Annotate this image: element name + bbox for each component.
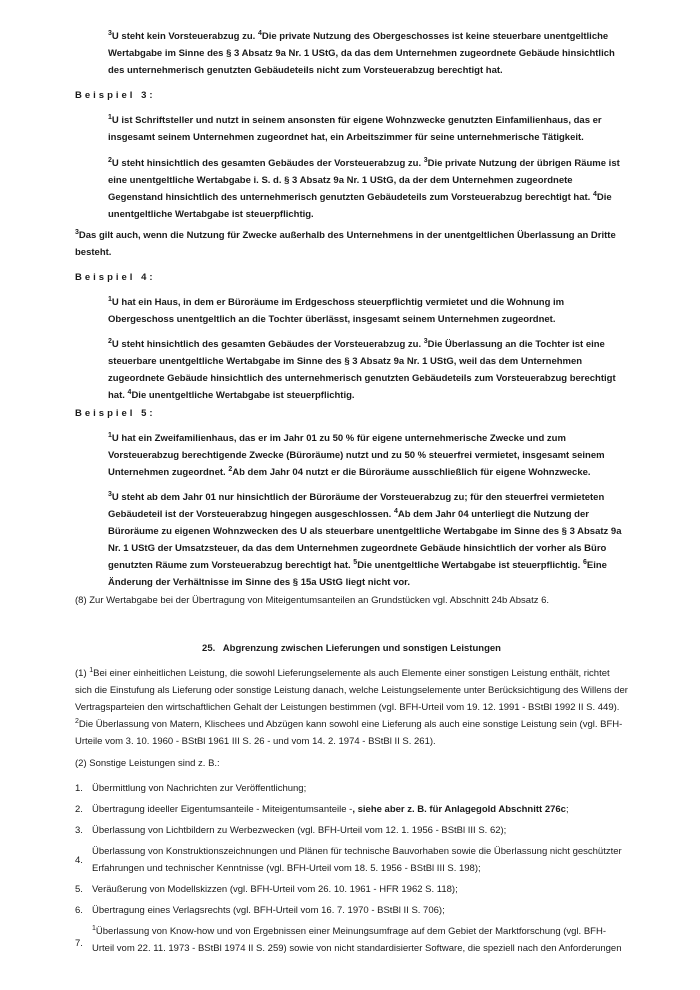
paragraph-1: (1) $^1$Bei einer einheitlichen Leistung, die sowohl Lieferungselemente als auch Elemente einer sonstigen Leistung enthält, richtet sich die Einstufung als Lieferung oder sonstige Leistung danach, welche Leistungselemente unter Berücksichtigung des Willens der Vertragsparteien den wirtschaftlichen Gehalt der Leistungen bestimmen (vgl. BFH-Urteil vom 19. 12. 1991 - BStBl 1992 II S. 449). $^2$Die Überlassung von Matern, Klischees und Abzügen kann sowohl eine Lieferung als auch eine sonstige Leistung sein (vgl. BFH-Urteile vom 3. 10. 1960 - BStBl 1961 III S. 26 - und vom 14. 2. 1974 - BStBl II S. 261). (75, 667, 628, 747)
example-3-paragraph-1: $^1$U ist Schriftsteller und nutzt in seinem ansonsten für eigene Wohnzwecke genutzten Einfamilienhaus, das er insgesamt seinem Unternehmen zugeordnet hat, ein Arbeitszimmer für seine unternehmerische Tätigkeit. (108, 114, 602, 143)
paragraph-example2-end: $^3$U steht kein Vorsteuerabzug zu. $^4$Die private Nutzung des Obergeschosses ist keine steuerbare unentgeltliche Wertabgabe im Sinne des § 3 Absatz 9a Nr. 1 UStG, da das dem Unternehmen zugeordnete Gebäude hinsichtlich des unternehmerisch genutzten Gebäudeteils nicht zum Vorsteuerabzug berechtigt hat. (108, 30, 615, 76)
example-5-paragraph-1: $^1$U hat ein Zweifamilienhaus, das er im Jahr 01 zu 50 % für eigene unternehmerische Zwecke und zum Vorsteuerabzug berechtigende Zwecke (Büroräume) nutzt und zu 50 % steuerfrei vermietet, insgesamt seinem Unternehmen zugeordnet. $^2$Ab dem Jahr 04 nutzt er die Büroräume ausschließlich für eigene Wohnzwecke. (108, 432, 605, 478)
paragraph-third-party-use: $^3$Das gilt auch, wenn die Nutzung für Zwecke außerhalb des Unternehmens in der unentgeltlichen Überlassung an Dritte besteht. (75, 229, 616, 258)
example-4-heading: Beispiel 4: (75, 272, 156, 283)
example-4-paragraph-1: $^1$U hat ein Haus, in dem er Büroräume im Erdgeschoss steuerpflichtig vermietet und die Wohnung im Obergeschoss unentgeltlich an die Tochter überlässt, insgesamt seinem Unternehmen zugeordnet. (108, 296, 565, 325)
paragraph-8: (8) Zur Wertabgabe bei der Übertragung von Miteigentumsanteilen an Grundstücken vgl. Abschnitt 24b Absatz 6. (75, 595, 550, 606)
example-3-paragraph-2: $^2$U steht hinsichtlich des gesamten Gebäudes der Vorsteuerabzug zu. $^3$Die private Nutzung der übrigen Räume ist eine unentgeltliche Wertabgabe i. S. d. § 3 Absatz 9a Nr. 1 UStG, da der dem Unternehmen zugeordnete Gegenstand hinsichtlich des unternehmerisch genutzten Gebäudeteils zum Vorsteuerabzug berechtigt hat. $^4$Die unentgeltliche Wertabgabe ist steuerpflichtig. (108, 157, 620, 220)
section-title: 25. Abgrenzung zwischen Lieferungen und sonstigen Leistungen (202, 643, 501, 654)
example-4-paragraph-2: $^2$U steht hinsichtlich des gesamten Gebäudes der Vorsteuerabzug zu. $^3$Die Überlassung an die Tochter ist eine steuerbare unentgeltliche Wertabgabe im Sinne des § 3 Absatz 9a Nr. 1 UStG, weil das dem Unternehmen zugeordnete Gebäude hinsichtlich des unternehmerisch genutzten Gebäudeteils zum Vorsteuerabzug berechtigt hat. $^4$Die unentgeltliche Wertabgabe ist steuerpflichtig. (108, 338, 616, 401)
example-5-paragraph-2: $^3$U steht ab dem Jahr 01 nur hinsichtlich der Büroräume der Vorsteuerabzug zu; für den steuerfrei vermieteten Gebäudeteil ist der Vorsteuerabzug hingegen ausgeschlossen. $^4$Ab dem Jahr 04 unterliegt die Nutzung der Büroräume zu eigenen Wohnzwecken des U als steuerbare unentgeltliche Wertabgabe im Sinne des § 3 Absatz 9a Nr. 1 UStG der Umsatzsteuer, da das dem Unternehmen zugeordnete Gebäude hinsichtlich der vorher als Büro genutzten Räume zum Vorsteuerabzug berechtigt hat. $^5$Die unentgeltliche Wertabgabe ist steuerpflichtig. $^6$Eine Änderung der Verhältnisse im Sinne des § 15a UStG liegt nicht vor. (108, 491, 622, 588)
paragraph-2: (2) Sonstige Leistungen sind z. B.: (75, 758, 220, 769)
example-3-heading: Beispiel 3: (75, 90, 156, 101)
document-page: $^3$U steht kein Vorsteuerabzug zu. $^4$Die private Nutzung des Obergeschosses ist keine steuerbare unentgeltliche Wertabgabe im Sinne des § 3 Absatz 9a Nr. 1 UStG, da das dem Unternehmen zugeordnete Gebäude hinsichtlich des unternehmerisch genutzten Gebäudeteils nicht zum Vorsteuerabzug berechtigt hat. Beispiel 3: $^1$U ist Schriftsteller und nutzt in seinem ansonsten für eigene Wohnzwecke genutzten Einfamilienhaus, das er insgesamt seinem Unternehmen zugeordnet hat, ein Arbeitszimmer für seine unternehmerische Tätigkeit. $^2$U steht hinsichtlich des gesamten Gebäudes der Vorsteuerabzug zu. $^3$Die private Nutzung der übrigen Räume ist eine unentgeltliche Wertabgabe i. S. d. § 3 Absatz 9a Nr. 1 UStG, da der dem Unternehmen zugeordnete Gegenstand hinsichtlich des unternehmerisch genutzten Gebäudeteils zum Vorsteuerabzug berechtigt hat. $^4$Die unentgeltliche Wertabgabe ist steuerpflichtig. $^3$Das gilt auch, wenn die Nutzung für Zwecke außerhalb des Unternehmens in der unentgeltlichen Überlassung an Dritte besteht. Beispiel 4: $^1$U hat ein Haus, in dem er Büroräume im Erdgeschoss steuerpflichtig vermietet und die Wohnung im Obergeschoss unentgeltlich an die Tochter überlässt, insgesamt seinem Unternehmen zugeordnet. $^2$U steht hinsichtlich des gesamten Gebäudes der Vorsteuerabzug zu. $^3$Die Überlassung an die Tochter ist eine steuerbare unentgeltliche Wertabgabe im Sinne des § 3 Absatz 9a Nr. 1 UStG, weil das dem Unternehmen zugeordnete Gebäude hinsichtlich des unternehmerisch genutzten Gebäudeteils zum Vorsteuerabzug berechtigt hat. $^4$Die unentgeltliche Wertabgabe ist steuerpflichtig. Beispiel 5: $^1$U hat ein Zweifamilienhaus, das er im Jahr 01 zu 50 % für eigene unternehmerische Zwecke und zum Vorsteuerabzug berechtigende Zwecke (Büroräume) nutzt und zu 50 % steuerfrei vermietet, insgesamt seinem Unternehmen zugeordnet. $^2$Ab dem Jahr 04 nutzt er die Büroräume ausschließlich für eigene Wohnzwecke. $^3$U steht ab dem Jahr 01 nur hinsichtlich der Büroräume der Vorsteuerabzug zu; für den steuerfrei vermieteten Gebäudeteil ist der Vorsteuerabzug hingegen ausgeschlossen. $^4$Ab dem Jahr 04 unterliegt die Nutzung der Büroräume zu eigenen Wohnzwecken des U als steuerbare unentgeltliche Wertabgabe im Sinne des § 3 Absatz 9a Nr. 1 UStG der Umsatzsteuer, da das dem Unternehmen zugeordnete Gebäude hinsichtlich der vorher als Büro genutzten Räume zum Vorsteuerabzug berechtigt hat. $^5$Die unentgeltliche Wertabgabe ist steuerpflichtig. $^6$Eine Änderung der Verhältnisse im Sinne des § 15a UStG liegt nicht vor. (8) Zur Wertabgabe bei der Übertragung von Miteigentumsanteilen an Grundstücken vgl. Abschnitt 24b Absatz 6. 25. Abgrenzung zwischen Lieferungen und sonstigen Leistungen (1) $^1$Bei einer einheitlichen Leistung, die sowohl Lieferungselemente als auch Elemente einer sonstigen Leistung enthält, richtet sich die Einstufung als Lieferung oder sonstige Leistung danach, welche Leistungselemente unter Berücksichtigung des Willens der Vertragsparteien den wirtschaftlichen Gehalt der Leistungen bestimmen (vgl. BFH-Urteil vom 19. 12. 1991 - BStBl 1992 II S. 449). $^2$Die Überlassung von Matern, Klischees und Abzügen kann sowohl eine Lieferung als auch eine sonstige Leistung sein (vgl. BFH-Urteile vom 3. 10. 1960 - BStBl 1961 III S. 26 - und vom 14. 2. 1974 - BStBl II S. 261). (2) Sonstige Leistungen sind z. B.: 1. Übermittlung von Nachrichten zur Veröffentlichung; 2. Übertragung ideeller Eigentumsanteile - Miteigentumsanteile -, siehe aber z. B. für Anlagegold Abschnitt 276c; 3. Überlassung von Lichtbildern zu Werbezwecken (vgl. BFH-Urteil vom 12. 1. 1956 - BStBl III S. 62); 4. Überlassung von Konstruktionszeichnungen und Plänen für technische Bauvorhaben sowie die Überlassung nicht geschützter Erfahrungen und technischer Kenntnisse (vgl. BFH-Urteil vom 18. 5. 1956 - BStBl III S. 198); 5. Veräußerung von Modellskizzen (vgl. BFH-Urteil vom 26. 10. 1961 - HFR 1962 S. 118); 6. Übertragung eines Verlagsrechts (vgl. BFH-Urteil vom 16. 7. 1970 - BStBl II S. 706); 7. $^1$Überlassung von Know-how und von Ergebnissen einer Meinungsumfrage auf dem Gebiet der Marktforschung (vgl. BFH-Urteil vom 22. 11. 1973 - BStBl 1974 II S. 259) sowie von nicht standardisierter Software, die speziell nach den Anforderungen (75, 30, 628, 954)
example-5-heading: Beispiel 5: (75, 408, 156, 419)
